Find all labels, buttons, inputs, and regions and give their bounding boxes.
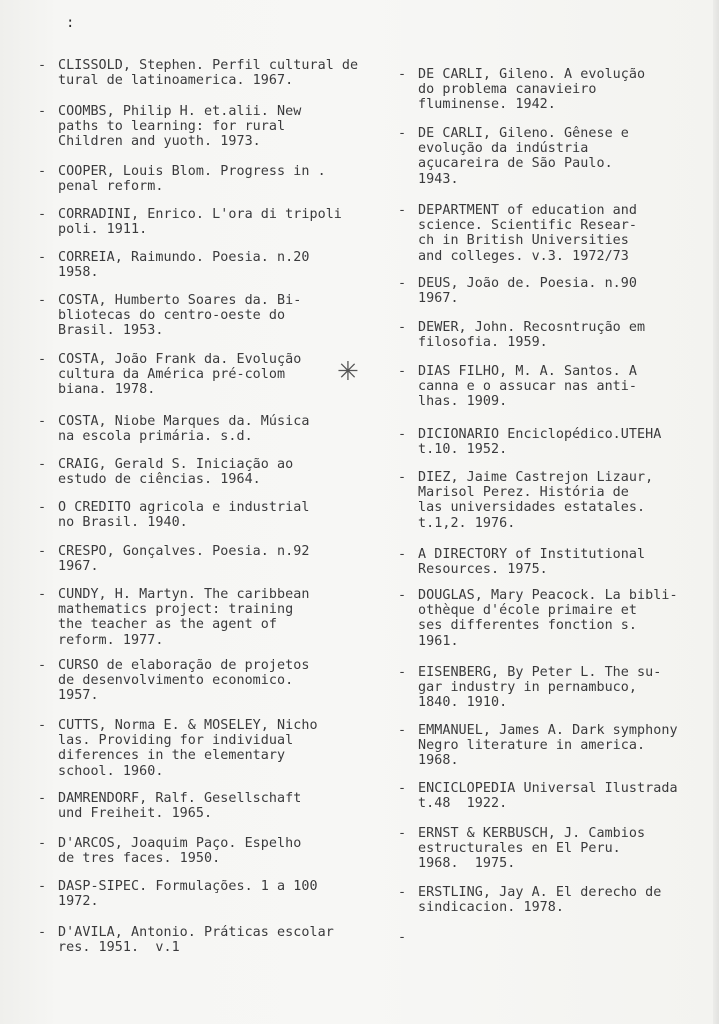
entry-line: na escola primária. s.d. bbox=[58, 429, 253, 445]
entry-line: 1967. bbox=[418, 291, 459, 307]
entry-text bbox=[58, 925, 334, 955]
catalog-entry bbox=[38, 293, 301, 339]
entry-line: estudo de ciências. 1964. bbox=[58, 472, 261, 488]
catalog-entry bbox=[398, 427, 661, 457]
entry-dash: - bbox=[38, 587, 47, 602]
entry-line: t.10. 1952. bbox=[418, 442, 508, 458]
entry-text bbox=[58, 58, 358, 88]
entry-line: las universidades estatales. bbox=[418, 500, 646, 516]
entry-line: las. Providing for individual bbox=[58, 733, 294, 749]
entry-text bbox=[58, 587, 309, 648]
entry-line: und Freiheit. 1965. bbox=[58, 806, 213, 822]
entry-dash: - bbox=[38, 925, 47, 940]
catalog-entry bbox=[398, 364, 637, 410]
entry-dash: - bbox=[398, 203, 407, 218]
catalog-entry bbox=[38, 457, 293, 487]
entry-line: de desenvolvimento economico. bbox=[58, 673, 294, 689]
entry-dash: - bbox=[38, 718, 47, 733]
entry-line: reform. 1977. bbox=[58, 632, 164, 648]
entry-line: Marisol Perez. História de bbox=[418, 485, 629, 501]
entry-line: 1840. 1910. bbox=[418, 695, 508, 711]
entry-line: ses differentes fonction s. bbox=[418, 618, 638, 634]
asterisk-mark: ✳ bbox=[337, 357, 359, 387]
entry-line: tural de latinoamerica. 1967. bbox=[58, 73, 294, 89]
entry-line: biana. 1978. bbox=[58, 382, 156, 398]
entry-line: DIAS FILHO, M. A. Santos. A bbox=[418, 364, 638, 379]
entry-line: 1943. bbox=[418, 171, 459, 187]
catalog-entry bbox=[38, 879, 318, 909]
catalog-entry bbox=[38, 544, 309, 574]
entry-dash: - bbox=[38, 207, 47, 222]
entry-dash: - bbox=[398, 320, 407, 335]
entry-line: t.48 1922. bbox=[418, 796, 508, 812]
entry-line: diferences in the elementary bbox=[58, 748, 286, 764]
entry-text bbox=[418, 364, 637, 410]
entry-text bbox=[418, 67, 645, 113]
catalog-entry bbox=[38, 718, 318, 779]
entry-dash: - bbox=[38, 544, 47, 559]
entry-dash: - bbox=[38, 164, 47, 179]
entry-line: Resources. 1975. bbox=[418, 562, 548, 578]
entry-line: t.1,2. 1976. bbox=[418, 515, 516, 531]
entry-dash: - bbox=[398, 276, 407, 291]
entry-line: D'ARCOS, Joaquim Paço. Espelho bbox=[58, 836, 302, 851]
entry-dash: - bbox=[38, 293, 47, 308]
entry-line: 1961. bbox=[418, 633, 459, 649]
catalog-entry bbox=[38, 207, 342, 237]
entry-line: DEUS, João de. Poesia. n.90 bbox=[418, 276, 638, 291]
entry-dash: - bbox=[398, 470, 407, 485]
catalog-entry bbox=[398, 930, 418, 945]
entry-text bbox=[418, 203, 637, 264]
entry-line: do problema canavieiro bbox=[418, 82, 597, 98]
entry-dash: - bbox=[38, 791, 47, 806]
entry-text bbox=[58, 164, 326, 194]
entry-line: ENCICLOPEDIA Universal Ilustrada bbox=[418, 781, 678, 796]
entry-line: 1957. bbox=[58, 688, 99, 704]
entry-line: Children and yuoth. 1973. bbox=[58, 134, 261, 150]
entry-text bbox=[418, 427, 661, 457]
entry-line: DAMRENDORF, Ralf. Gesellschaft bbox=[58, 791, 302, 806]
entry-line: Brasil. 1953. bbox=[58, 323, 164, 339]
catalog-entry bbox=[38, 58, 358, 88]
catalog-entry bbox=[38, 164, 326, 194]
entry-dash: - bbox=[398, 665, 407, 680]
entry-text bbox=[58, 836, 301, 866]
entry-dash: - bbox=[38, 250, 47, 265]
entry-text bbox=[418, 126, 629, 187]
entry-line: ch in British Universities bbox=[418, 233, 629, 249]
entry-line: DEWER, John. Recosntrução em bbox=[418, 320, 646, 335]
entry-text bbox=[418, 885, 661, 915]
catalog-entry bbox=[398, 203, 637, 264]
entry-line: poli. 1911. bbox=[58, 222, 148, 238]
entry-line: CRESPO, Gonçalves. Poesia. n.92 bbox=[58, 544, 310, 559]
catalog-entry bbox=[398, 547, 645, 577]
entry-dash: - bbox=[38, 352, 47, 367]
entry-dash: - bbox=[398, 364, 407, 379]
paper-edge bbox=[713, 0, 719, 1024]
catalog-entry bbox=[38, 836, 301, 866]
entry-line: fluminense. 1942. bbox=[418, 97, 556, 113]
entry-dash: - bbox=[398, 930, 407, 945]
entry-dash: - bbox=[38, 836, 47, 851]
entry-line: Negro literature in america. bbox=[418, 738, 646, 754]
entry-line: canna e o assucar nas anti- bbox=[418, 379, 638, 395]
entry-text bbox=[58, 791, 301, 821]
entry-line: DE CARLI, Gileno. A evolução bbox=[418, 67, 646, 82]
catalog-entry bbox=[38, 925, 334, 955]
entry-line: CURSO de elaboração de projetos bbox=[58, 658, 310, 673]
entry-dash: - bbox=[398, 885, 407, 900]
entry-line: DEPARTMENT of education and bbox=[418, 203, 638, 218]
entry-dash: - bbox=[38, 457, 47, 472]
entry-line: COSTA, Humberto Soares da. Bi- bbox=[58, 293, 302, 308]
entry-line: DICIONARIO Enciclopédico.UTEHA bbox=[418, 427, 662, 442]
entry-line: CUTTS, Norma E. & MOSELEY, Nicho bbox=[58, 718, 318, 733]
entry-line: 1958. bbox=[58, 265, 99, 281]
entry-line: CLISSOLD, Stephen. Perfil cultural de bbox=[58, 58, 359, 73]
entry-line: ERSTLING, Jay A. El derecho de bbox=[418, 885, 662, 900]
entry-line: othèque d'école primaire et bbox=[418, 603, 638, 619]
entry-dash: - bbox=[38, 58, 47, 73]
entry-text bbox=[418, 320, 645, 350]
entry-text bbox=[418, 826, 645, 872]
entry-text bbox=[58, 207, 342, 237]
entry-line: bliotecas do centro-oeste do bbox=[58, 308, 286, 324]
entry-line: filosofia. 1959. bbox=[418, 335, 548, 351]
entry-line: science. Scientific Resear- bbox=[418, 218, 638, 234]
entry-text bbox=[58, 718, 318, 779]
entry-line: O CREDITO agricola e industrial bbox=[58, 500, 310, 515]
catalog-entry bbox=[38, 414, 309, 444]
entry-line: açucareira de São Paulo. bbox=[418, 156, 613, 172]
entry-line: D'AVILA, Antonio. Práticas escolar bbox=[58, 925, 334, 940]
entry-dash: - bbox=[38, 414, 47, 429]
entry-text bbox=[58, 250, 309, 280]
catalog-entry bbox=[398, 588, 678, 649]
catalog-entry bbox=[398, 781, 678, 811]
entry-line: mathematics project: training bbox=[58, 602, 294, 618]
entry-line: A DIRECTORY of Institutional bbox=[418, 547, 646, 562]
entry-line: CRAIG, Gerald S. Iniciação ao bbox=[58, 457, 294, 472]
entry-line: school. 1960. bbox=[58, 763, 164, 779]
entry-line: lhas. 1909. bbox=[418, 394, 508, 410]
entry-line: and colleges. v.3. 1972/73 bbox=[418, 248, 629, 264]
entry-line: CORREIA, Raimundo. Poesia. n.20 bbox=[58, 250, 310, 265]
entry-line: COOPER, Louis Blom. Progress in . bbox=[58, 164, 326, 179]
entry-text bbox=[58, 293, 301, 339]
entry-line: no Brasil. 1940. bbox=[58, 515, 188, 531]
entry-dash: - bbox=[398, 588, 407, 603]
entry-line: 1968. 1975. bbox=[418, 856, 516, 872]
entry-text bbox=[58, 457, 293, 487]
entry-line: res. 1951. v.1 bbox=[58, 940, 180, 956]
entry-line: estructurales en El Peru. bbox=[418, 841, 621, 857]
entry-line: COSTA, João Frank da. Evolução bbox=[58, 352, 302, 367]
entry-text bbox=[418, 588, 678, 649]
entry-line: DE CARLI, Gileno. Gênese e bbox=[418, 126, 629, 141]
entry-line: cultura da América pré-colom bbox=[58, 367, 286, 383]
entry-line: ERNST & KERBUSCH, J. Cambios bbox=[418, 826, 646, 841]
entry-text bbox=[418, 723, 678, 769]
catalog-entry bbox=[398, 276, 637, 306]
entry-text bbox=[58, 414, 309, 444]
entry-text bbox=[58, 879, 318, 909]
catalog-entry bbox=[398, 320, 645, 350]
entry-line: 1972. bbox=[58, 894, 99, 910]
entry-line: de tres faces. 1950. bbox=[58, 851, 221, 867]
entry-text bbox=[58, 544, 309, 574]
catalog-entry bbox=[398, 826, 645, 872]
entry-text bbox=[58, 104, 301, 150]
entry-line: penal reform. bbox=[58, 179, 164, 195]
catalog-entry bbox=[398, 885, 661, 915]
catalog-entry bbox=[398, 67, 645, 113]
entry-text bbox=[58, 500, 309, 530]
catalog-entry bbox=[398, 470, 653, 531]
entry-line: CUNDY, H. Martyn. The caribbean bbox=[58, 587, 310, 602]
entry-dash: - bbox=[398, 826, 407, 841]
entry-text bbox=[418, 547, 645, 577]
entry-line: EMMANUEL, James A. Dark symphony bbox=[418, 723, 678, 738]
entry-line: sindicacion. 1978. bbox=[418, 900, 565, 916]
entry-dash: - bbox=[38, 879, 47, 894]
catalog-entry bbox=[38, 791, 301, 821]
catalog-entry bbox=[38, 500, 309, 530]
entry-line: 1967. bbox=[58, 559, 99, 575]
entry-line: gar industry in pernambuco, bbox=[418, 680, 638, 696]
entry-line: EISENBERG, By Peter L. The su- bbox=[418, 665, 662, 680]
entry-text bbox=[58, 658, 309, 704]
entry-text bbox=[418, 470, 653, 531]
entry-text bbox=[58, 352, 301, 398]
entry-dash: - bbox=[38, 500, 47, 515]
entry-dash: - bbox=[398, 427, 407, 442]
entry-dash: - bbox=[38, 658, 47, 673]
catalog-entry bbox=[38, 104, 301, 150]
entry-dash: - bbox=[398, 781, 407, 796]
entry-line: evolução da indústria bbox=[418, 141, 589, 157]
entry-line: 1968. bbox=[418, 753, 459, 769]
entry-dash: - bbox=[398, 547, 407, 562]
entry-text bbox=[418, 665, 661, 711]
catalog-entry bbox=[38, 587, 309, 648]
header-marks: : bbox=[66, 15, 75, 31]
entry-line: DIEZ, Jaime Castrejon Lizaur, bbox=[418, 470, 654, 485]
entry-line: DASP-SIPEC. Formulações. 1 a 100 bbox=[58, 879, 318, 894]
catalog-entry bbox=[398, 126, 629, 187]
entry-dash: - bbox=[398, 126, 407, 141]
entry-line: the teacher as the agent of bbox=[58, 617, 278, 633]
catalog-entry bbox=[398, 665, 661, 711]
entry-dash: - bbox=[398, 723, 407, 738]
catalog-entry bbox=[38, 658, 309, 704]
catalog-entry bbox=[38, 352, 301, 398]
entry-text bbox=[418, 276, 637, 306]
entry-line: CORRADINI, Enrico. L'ora di tripoli bbox=[58, 207, 342, 222]
entry-line: paths to learning: for rural bbox=[58, 119, 286, 135]
catalog-entry bbox=[398, 723, 678, 769]
entry-line: COSTA, Niobe Marques da. Música bbox=[58, 414, 310, 429]
catalog-entry bbox=[38, 250, 309, 280]
entry-line: COOMBS, Philip H. et.alii. New bbox=[58, 104, 302, 119]
entry-line: DOUGLAS, Mary Peacock. La bibli- bbox=[418, 588, 678, 603]
entry-dash: - bbox=[38, 104, 47, 119]
entry-text bbox=[418, 781, 678, 811]
entry-dash: - bbox=[398, 67, 407, 82]
